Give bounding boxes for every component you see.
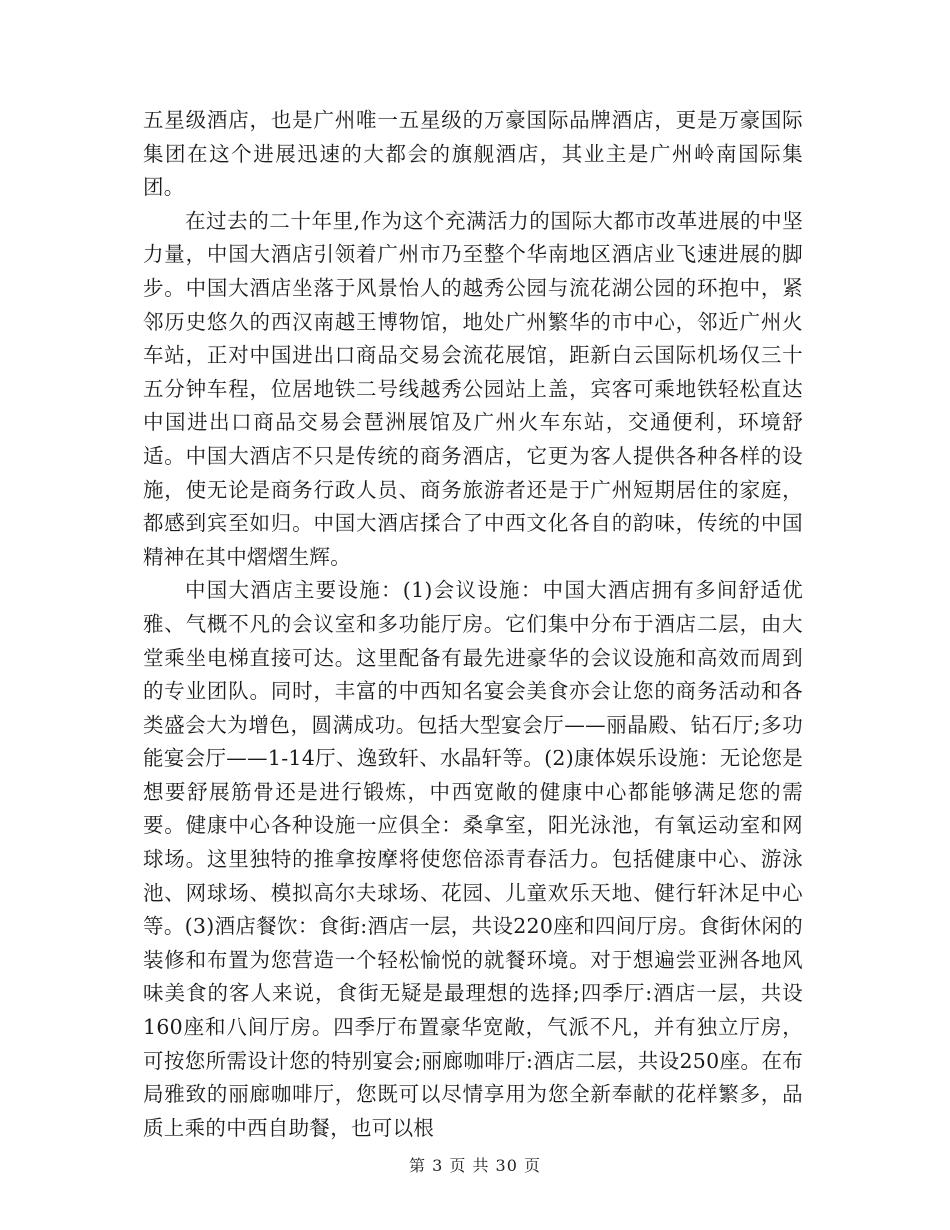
paragraph-continuation: 五星级酒店，也是广州唯一五星级的万豪国际品牌酒店，更是万豪国际集团在这个进展迅速的大都会的旗舰酒店，其业主是广州岭南国际集团。	[143, 108, 803, 200]
page-footer: 第 3 页 共 30 页	[409, 1156, 541, 1175]
paragraph-hotel-facilities: 中国大酒店主要设施：(1)会议设施：中国大酒店拥有多间舒适优雅、气概不凡的会议室和多功能厅房。它们集中分布于酒店二层，由大堂乘坐电梯直接可达。这里配备有最先进豪华的会议设施和高效而周到的专业团队。同时，丰富的中西知名宴会美食亦会让您的商务活动和各类盛会大为增色，圆满成功。包括大型宴会厅——丽晶殿、钻石厅;多功能宴会厅——1-14厅、逸致轩、水晶轩等。(2)康体娱乐设施：无论您是想要舒展筋骨还是进行锻炼，中西宽敞的健康中心都能够满足您的需要。健康中心各种设施一应俱全：桑拿室，阳光泳池，有氧运动室和网球场。这里独特的推拿按摩将使您倍添青春活力。包括健康中心、游泳池、网球场、模拟高尔夫球场、花园、儿童欢乐天地、健行轩沐足中心等。(3)酒店餐饮：食街:酒店一层，共设220座和四间厅房。食街休闲的装修和布置为您营造一个轻松愉悦的就餐环境。对于想遍尝亚洲各地风味美食的客人来说，食街无疑是最理想的选择;四季厅:酒店一层，共设160座和八间厅房。四季厅布置豪华宽敞，气派不凡，并有独立厅房，可按您所需设计您的特别宴会;丽廊咖啡厅:酒店二层，共设250座。在布局雅致的丽廊咖啡厅，您既可以尽情享用为您全新奉献的花样繁多，品质上乘的中西自助餐，也可以根	[143, 578, 803, 1140]
body-text	[143, 104, 803, 1145]
paragraph-hotel-overview: 在过去的二十年里,作为这个充满活力的国际大都市改革进展的中坚力量，中国大酒店引领着广州市乃至整个华南地区酒店业飞速进展的脚步。中国大酒店坐落于风景怡人的越秀公园与流花湖公园的环抱中，紧邻历史悠久的西汉南越王博物馆，地处广州繁华的市中心，邻近广州火车站，正对中国进出口商品交易会流花展馆，距新白云国际机场仅三十五分钟车程，位居地铁二号线越秀公园站上盖，宾客可乘地铁轻松直达中国进出口商品交易会琶洲展馆及广州火车东站，交通便利，环境舒适。中国大酒店不只是传统的商务酒店，它更为客人提供各种各样的设施，使无论是商务行政人员、商务旅游者还是于广州短期居住的家庭，都感到宾至如归。中国大酒店揉合了中西文化各自的韵味，传统的中国精神在其中熠熠生辉。	[143, 208, 803, 569]
